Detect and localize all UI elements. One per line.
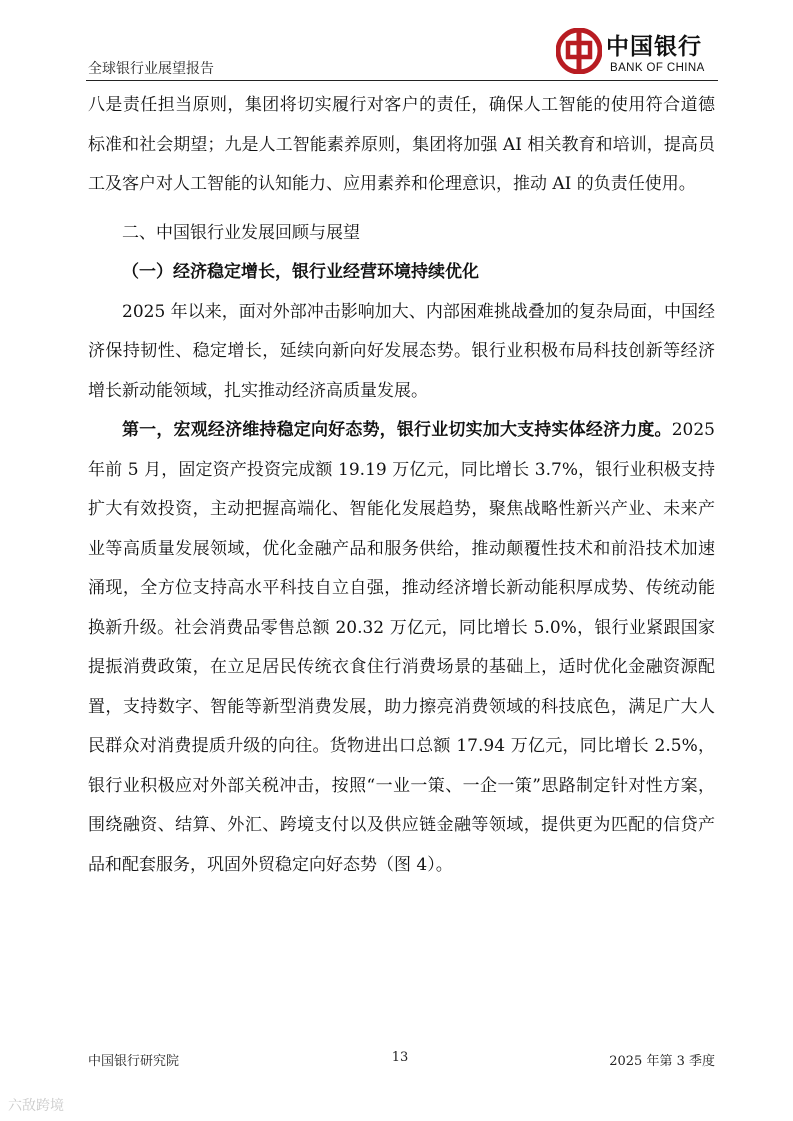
first-point-body: 2025 年前 5 月，固定资产投资完成额 19.19 万亿元，同比增长 3.7%，银行业积极支持扩大有效投资，主动把握高端化、智能化发展趋势，聚焦战略性新兴产业、未来产业等高质量发展领域，优化金融产品和服务供给，推动颠覆性技术和前沿技术加速涌现，全方位支持高水平科技自立自强，推动经济增长新动能积厚成势、传统动能换新升级。社会消费品零售总额 20.32 万亿元，同比增长 5.0%，银行业紧跟国家提振消费政策，在立足居民传统衣食住行消费场景的基础上，适时优化金融资源配置，支持数字、智能等新型消费发展，助力擦亮消费领域的科技底色，满足广大人民群众对消费提质升级的向往。货物进出口总额 17.94 万亿元，同比增长 2.5%，银行业积极应对外部关税冲击，按照“一业一策、一企一策”思路制定针对性方案，围绕融资、结算、外汇、跨境支付以及供应链金融等领域，提供更为匹配的信贷产品和配套服务，巩固外贸稳定向好态势（图 4）。 bbox=[88, 420, 715, 875]
footer-organization: 中国银行研究院 bbox=[88, 1054, 180, 1069]
footer-period: 2025 年第 3 季度 bbox=[609, 1054, 715, 1069]
paragraph-first-point bbox=[88, 411, 715, 885]
page-number: 13 bbox=[391, 1050, 409, 1065]
bank-of-china-emblem-icon bbox=[556, 28, 602, 74]
paragraph-responsibility-principles: 八是责任担当原则，集团将切实履行对客户的责任，确保人工智能的使用符合道德标准和社会期望；九是人工智能素养原则，集团将加强 AI 相关教育和培训，提高员工及客户对人工智能的认知能力、应用素养和伦理意识，推动 AI 的负责任使用。 bbox=[88, 95, 715, 194]
logo-chinese-name: 中国银行 bbox=[606, 33, 702, 60]
bank-of-china-logo bbox=[556, 24, 716, 80]
first-point-lead: 第一，宏观经济维持稳定向好态势，银行业切实加大支持实体经济力度。 bbox=[122, 420, 672, 440]
page-header-title: 全球银行业展望报告 bbox=[88, 61, 214, 77]
report-body bbox=[88, 86, 715, 885]
watermark-text: 六敌跨境 bbox=[8, 1098, 64, 1114]
header-divider bbox=[86, 80, 718, 81]
logo-english-name: BANK OF CHINA bbox=[610, 62, 705, 74]
paragraph-economy-overview: 2025 年以来，面对外部冲击影响加大、内部困难挑战叠加的复杂局面，中国经济保持韧性、稳定增长，延续向新向好发展态势。银行业积极布局科技创新等经济增长新动能领域，扎实推动经济高质量发展。 bbox=[88, 301, 715, 401]
subsection-heading: （一）经济稳定增长，银行业经营环境持续优化 bbox=[122, 262, 479, 282]
section-heading: 二、中国银行业发展回顾与展望 bbox=[122, 222, 360, 243]
